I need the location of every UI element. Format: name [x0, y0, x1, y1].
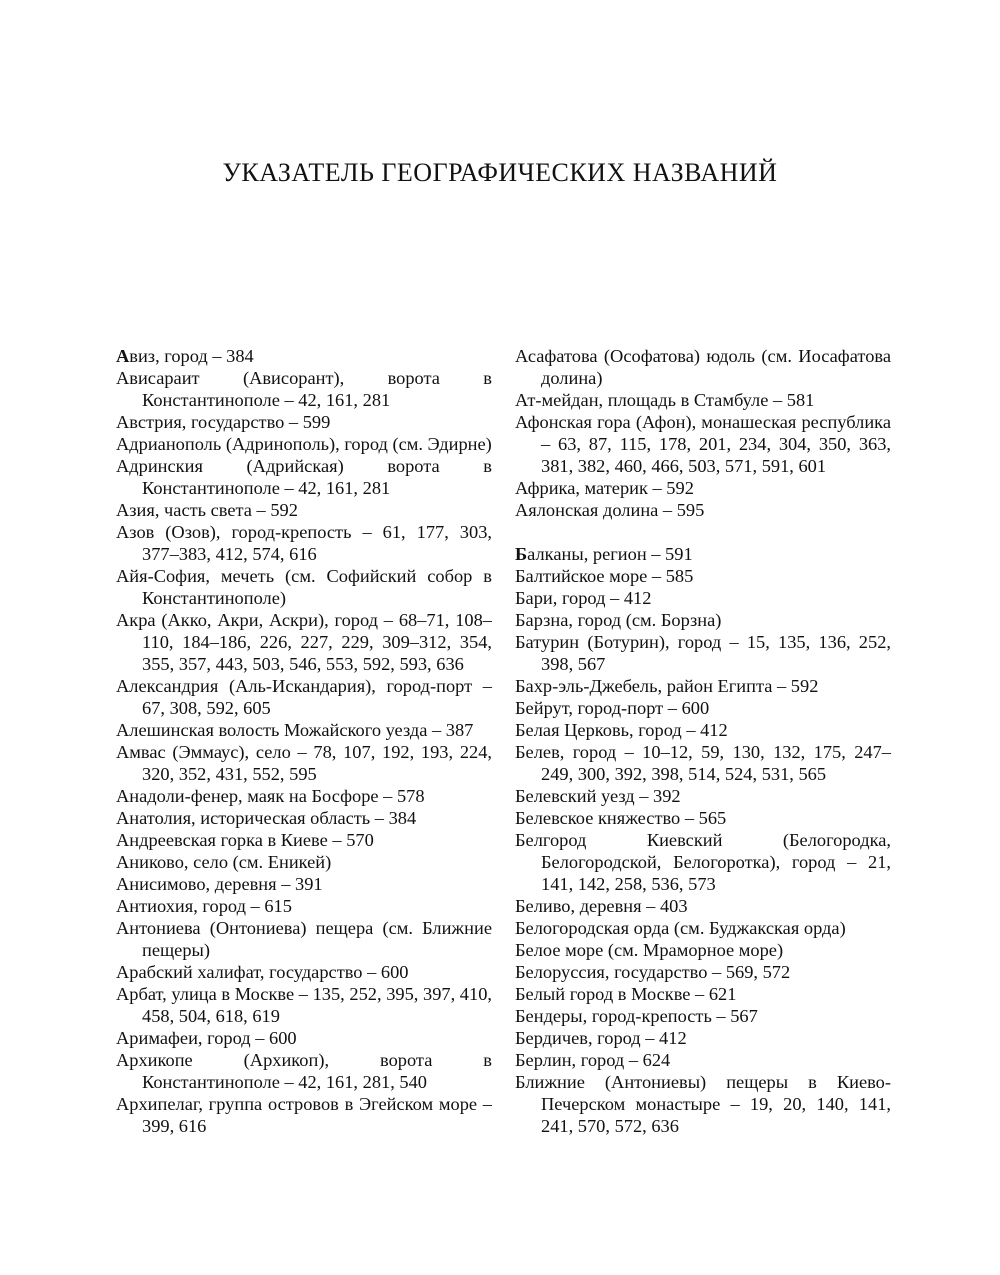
entry-initial-letter: Б	[515, 544, 528, 564]
entry-text: Африка, материк – 592	[515, 478, 694, 498]
entry-text: Балтийское море – 585	[515, 566, 694, 586]
entry-text: Бейрут, город-порт – 600	[515, 698, 710, 718]
index-entry	[116, 873, 492, 895]
entry-text: Белгород Киевский (Белогородка, Белогородской, Белогоротка), город – 21, 141, 142, 258, 536, 573	[515, 830, 891, 894]
entry-text: Ат-мейдан, площадь в Стамбуле – 581	[515, 390, 815, 410]
index-entry	[515, 741, 891, 785]
index-column-left	[116, 345, 492, 1137]
index-entry	[116, 917, 492, 961]
index-entry	[515, 807, 891, 829]
entry-text: Белая Церковь, город – 412	[515, 720, 728, 740]
entry-text: Асафатова (Ософатова) юдоль (см. Иосафатова долина)	[515, 346, 891, 388]
index-entry	[116, 609, 492, 675]
entry-text: Акра (Акко, Акри, Аскри), город – 68–71, 108–110, 184–186, 226, 227, 229, 309–312, 354, 355, 357, 443, 503, 546, 553, 592, 593, 636	[116, 610, 492, 674]
entry-text: Белоруссия, государство – 569, 572	[515, 962, 791, 982]
index-entry	[515, 609, 891, 631]
entry-text: Адринския (Адрийская) ворота в Константинополе – 42, 161, 281	[116, 456, 492, 498]
entry-text: Бердичев, город – 412	[515, 1028, 687, 1048]
entry-text: Аримафеи, город – 600	[116, 1028, 297, 1048]
index-entry	[116, 1027, 492, 1049]
index-entry	[515, 983, 891, 1005]
index-entry	[116, 455, 492, 499]
entry-text: Анадоли-фенер, маяк на Босфоре – 578	[116, 786, 425, 806]
index-entry	[515, 389, 891, 411]
index-entry	[116, 983, 492, 1027]
index-entry	[116, 741, 492, 785]
entry-text: Белое море (см. Мраморное море)	[515, 940, 784, 960]
index-entry	[116, 367, 492, 411]
entry-text: алканы, регион – 591	[527, 544, 693, 564]
entry-text: Арабский халифат, государство – 600	[116, 962, 409, 982]
entry-text: Ависараит (Ависорант), ворота в Константинополе – 42, 161, 281	[116, 368, 492, 410]
index-entry	[116, 851, 492, 873]
entry-text: Александрия (Аль-Искандария), город-порт – 67, 308, 592, 605	[116, 676, 492, 718]
index-entry	[116, 961, 492, 983]
index-entry	[515, 785, 891, 807]
entry-text: Ближние (Антониевы) пещеры в Киево-Печерском монастыре – 19, 20, 140, 141, 241, 570, 572, 636	[515, 1072, 891, 1136]
entry-text: Беливо, деревня – 403	[515, 896, 688, 916]
entry-text: Белый город в Москве – 621	[515, 984, 737, 1004]
entry-text: Аялонская долина – 595	[515, 500, 705, 520]
index-entry	[515, 587, 891, 609]
index-entry	[515, 917, 891, 939]
index-entry	[515, 939, 891, 961]
entry-text: Берлин, город – 624	[515, 1050, 671, 1070]
index-entry	[116, 1049, 492, 1093]
entry-text: Азов (Озов), город-крепость – 61, 177, 303, 377–383, 412, 574, 616	[116, 522, 492, 564]
entry-text: Алешинская волость Можайского уезда – 387	[116, 720, 474, 740]
index-entry	[515, 499, 891, 521]
entry-text: Белев, город – 10–12, 59, 130, 132, 175, 247–249, 300, 392, 398, 514, 524, 531, 565	[515, 742, 891, 784]
index-entry	[515, 631, 891, 675]
entry-text: Бахр-эль-Джебель, район Египта – 592	[515, 676, 819, 696]
index-entry	[515, 411, 891, 477]
entry-text: Бари, город – 412	[515, 588, 652, 608]
entry-text: Анатолия, историческая область – 384	[116, 808, 417, 828]
index-entry	[116, 807, 492, 829]
index-entry	[116, 521, 492, 565]
index-entry	[515, 829, 891, 895]
entry-text: Белевское княжество – 565	[515, 808, 727, 828]
entry-initial-letter: А	[116, 346, 130, 366]
entry-text: Аниково, село (см. Еникей)	[116, 852, 332, 872]
index-entry	[116, 785, 492, 807]
entry-text: Айя-София, мечеть (см. Софийский собор в Константинополе)	[116, 566, 492, 608]
entry-text: Арбат, улица в Москве – 135, 252, 395, 397, 410, 458, 504, 618, 619	[116, 984, 492, 1026]
index-entry	[515, 565, 891, 587]
entry-text: Архипелаг, группа островов в Эгейском море – 399, 616	[116, 1094, 492, 1136]
entry-text: виз, город – 384	[129, 346, 254, 366]
index-entry	[515, 895, 891, 917]
letter-group-gap	[515, 521, 891, 543]
entry-text: Афонская гора (Афон), монашеская республика – 63, 87, 115, 178, 201, 234, 304, 350, 363, 381, 382, 460, 466, 503, 571, 591, 601	[515, 412, 891, 476]
index-entry	[515, 1049, 891, 1071]
index-entry	[116, 565, 492, 609]
index-column-right	[515, 345, 891, 1137]
index-entry	[515, 719, 891, 741]
entry-text: Бендеры, город-крепость – 567	[515, 1006, 758, 1026]
index-entry	[515, 543, 891, 565]
index-entry	[116, 499, 492, 521]
index-entry	[116, 829, 492, 851]
index-entry	[515, 477, 891, 499]
entry-text: Австрия, государство – 599	[116, 412, 331, 432]
index-entry	[116, 719, 492, 741]
index-entry	[515, 1071, 891, 1137]
index-entry	[116, 433, 492, 455]
entry-text: Барзна, город (см. Борзна)	[515, 610, 722, 630]
entry-text: Антиохия, город – 615	[116, 896, 292, 916]
entry-text: Амвас (Эммаус), село – 78, 107, 192, 193, 224, 320, 352, 431, 552, 595	[116, 742, 492, 784]
entry-text: Азия, часть света – 592	[116, 500, 298, 520]
index-entry	[116, 895, 492, 917]
entry-text: Архикопе (Архикоп), ворота в Константинополе – 42, 161, 281, 540	[116, 1050, 492, 1092]
entry-text: Антониева (Онтониева) пещера (см. Ближние пещеры)	[116, 918, 492, 960]
index-entry	[515, 961, 891, 983]
entry-text: Анисимово, деревня – 391	[116, 874, 323, 894]
index-entry	[515, 1027, 891, 1049]
entry-text: Андреевская горка в Киеве – 570	[116, 830, 374, 850]
index-entry	[116, 345, 492, 367]
index-entry	[515, 675, 891, 697]
index-entry	[515, 697, 891, 719]
index-entry	[116, 411, 492, 433]
entry-text: Белевский уезд – 392	[515, 786, 681, 806]
entry-text: Адрианополь (Адринополь), город (см. Эдирне)	[116, 434, 492, 454]
page-title: УКАЗАТЕЛЬ ГЕОГРАФИЧЕСКИХ НАЗВАНИЙ	[222, 158, 778, 187]
index-entry	[515, 345, 891, 389]
entry-text: Батурин (Ботурин), город – 15, 135, 136, 252, 398, 567	[515, 632, 891, 674]
entry-text: Белогородская орда (см. Буджакская орда)	[515, 918, 846, 938]
index-entry	[116, 675, 492, 719]
index-entry	[116, 1093, 492, 1137]
index-entry	[515, 1005, 891, 1027]
